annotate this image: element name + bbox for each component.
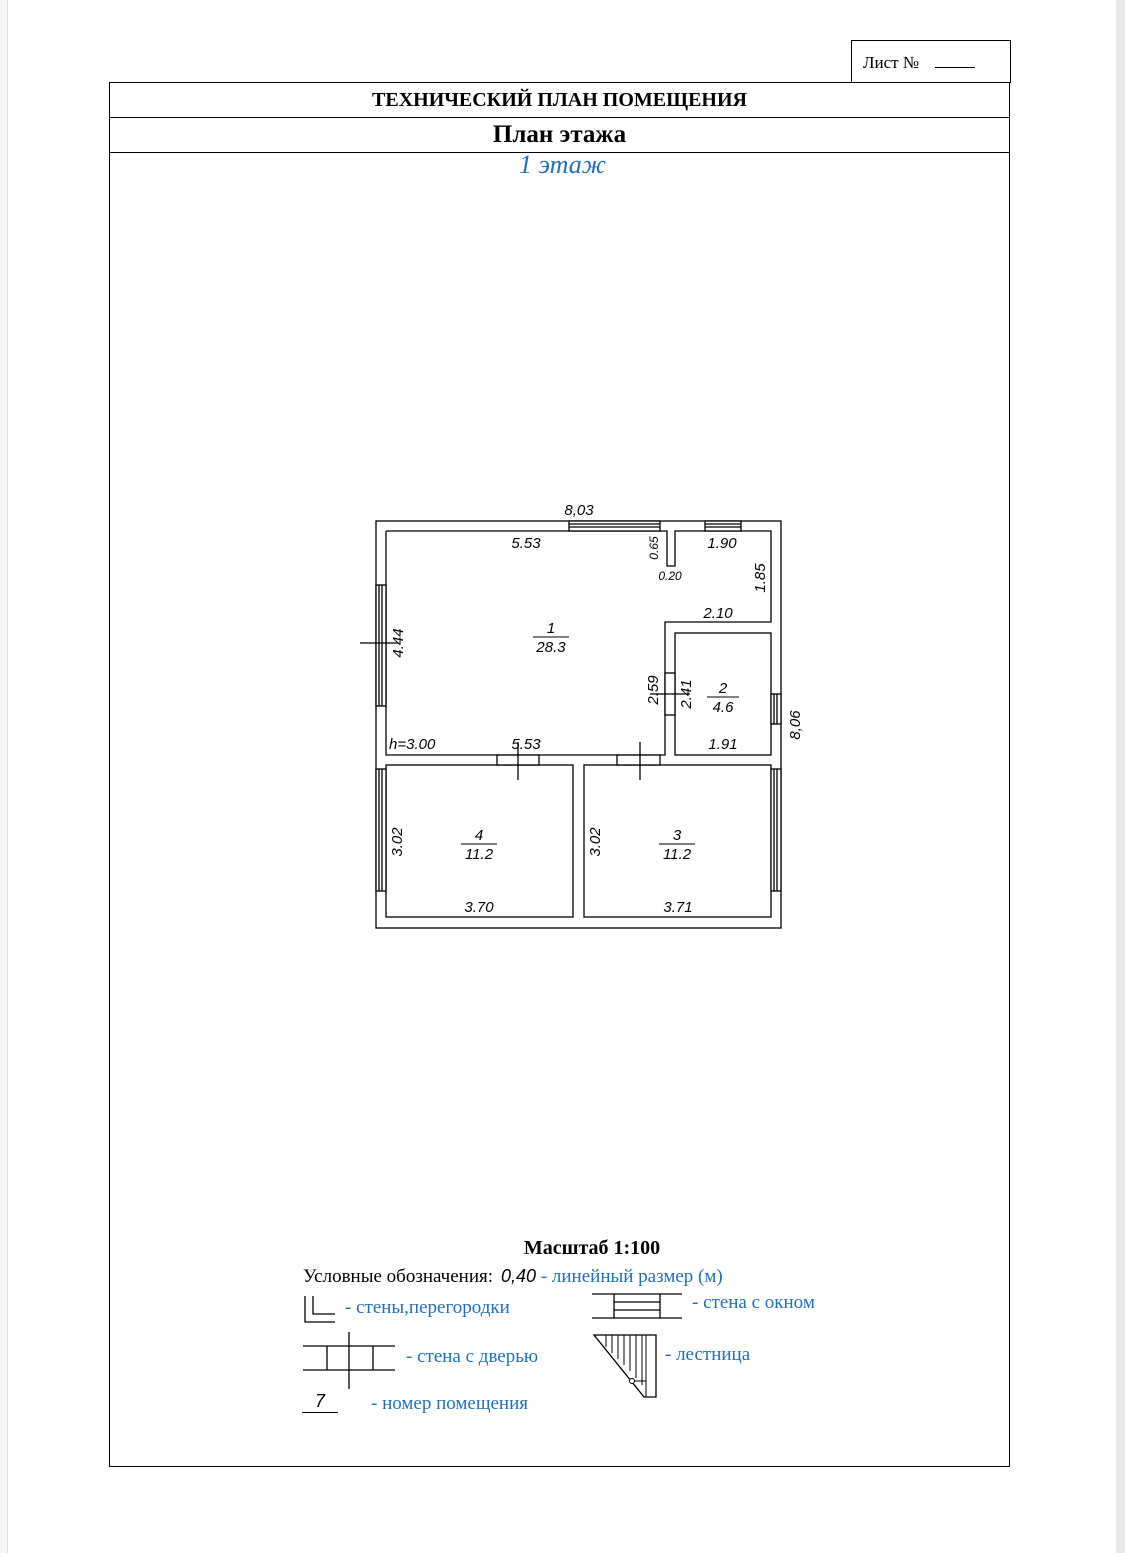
room-3-area: 11.2 xyxy=(662,846,692,863)
outer-wall xyxy=(376,521,781,928)
sheet-number-label: Лист № xyxy=(863,53,920,72)
room-4-number: 4 xyxy=(474,827,484,844)
dim-room2-bottom: 1.91 xyxy=(708,736,738,753)
dim-top-left: 5.53 xyxy=(511,535,541,552)
dim-top-right: 1.90 xyxy=(707,535,737,552)
window-top-small xyxy=(705,521,741,531)
room-4-area: 11.2 xyxy=(464,846,494,863)
window-left-room4 xyxy=(376,769,386,891)
dim-partition-b: 2.41 xyxy=(678,679,695,709)
page-edge xyxy=(1116,0,1125,1553)
room-2-area: 4.6 xyxy=(712,699,734,716)
legend-walls-text: - стены,перегородки xyxy=(345,1297,510,1318)
ceiling-height: h=3.00 xyxy=(389,736,436,753)
floor-label: 1 этаж xyxy=(519,150,606,179)
window-top-main xyxy=(569,521,660,531)
legend-title: Условные обозначения: xyxy=(303,1266,494,1287)
dim-room1-bottom: 5.53 xyxy=(511,736,541,753)
dim-overall-depth: 8,06 xyxy=(787,710,804,740)
dim-room3-height: 3.02 xyxy=(587,827,604,857)
legend-title-line xyxy=(303,1266,723,1288)
dim-overall-width: 8,03 xyxy=(564,502,594,519)
dim-room4-height: 3.02 xyxy=(389,827,406,857)
sheet-number-box xyxy=(851,40,1011,83)
legend-sample-dimension: 0,40 xyxy=(501,1266,537,1286)
room-1-outline xyxy=(386,531,771,755)
window-right-room3 xyxy=(771,769,781,891)
door-legend-icon xyxy=(303,1332,397,1390)
legend-linear-text: - линейный размер (м) xyxy=(540,1266,723,1287)
legend-window-text: - стена с окном xyxy=(692,1292,815,1313)
scale-label: Масштаб 1:100 xyxy=(523,1237,661,1259)
dim-step: 2.10 xyxy=(703,605,733,622)
document-title: ТЕХНИЧЕСКИЙ ПЛАН ПОМЕЩЕНИЯ xyxy=(109,82,1010,118)
floor-plan xyxy=(340,495,820,940)
legend-room-text: - номер помещения xyxy=(371,1393,528,1414)
room-label-4 xyxy=(461,827,497,863)
walls-legend-icon xyxy=(303,1296,337,1326)
room-label-3 xyxy=(659,827,695,863)
dim-niche-depth: 0.65 xyxy=(647,536,661,560)
dim-room4-width: 3.70 xyxy=(464,899,494,916)
room-label-2 xyxy=(707,680,739,716)
stairs-legend-icon xyxy=(592,1333,660,1399)
dim-left-room1: 4.44 xyxy=(390,628,407,658)
room-2-number: 2 xyxy=(718,680,728,697)
room-1-number: 1 xyxy=(546,620,556,637)
dim-partition-a: 2.59 xyxy=(645,675,662,705)
legend-stairs-text: - лестница xyxy=(665,1344,751,1365)
room-1-area: 28.3 xyxy=(536,639,566,656)
room-label-1 xyxy=(533,620,569,656)
window-legend-icon xyxy=(592,1292,684,1322)
window-right-room2 xyxy=(771,694,781,724)
dim-right-upper: 1.85 xyxy=(752,563,769,593)
plan-subtitle: План этажа xyxy=(109,117,1010,153)
door-room3 xyxy=(617,742,660,780)
dim-niche-width: 0.20 xyxy=(658,569,682,583)
room-3-number: 3 xyxy=(672,827,682,844)
dim-room3-width: 3.71 xyxy=(663,899,693,916)
legend-room-number-sample: 7 xyxy=(302,1390,338,1413)
sheet-number-blank xyxy=(935,61,975,68)
legend-door-text: - стена с дверью xyxy=(406,1346,539,1367)
